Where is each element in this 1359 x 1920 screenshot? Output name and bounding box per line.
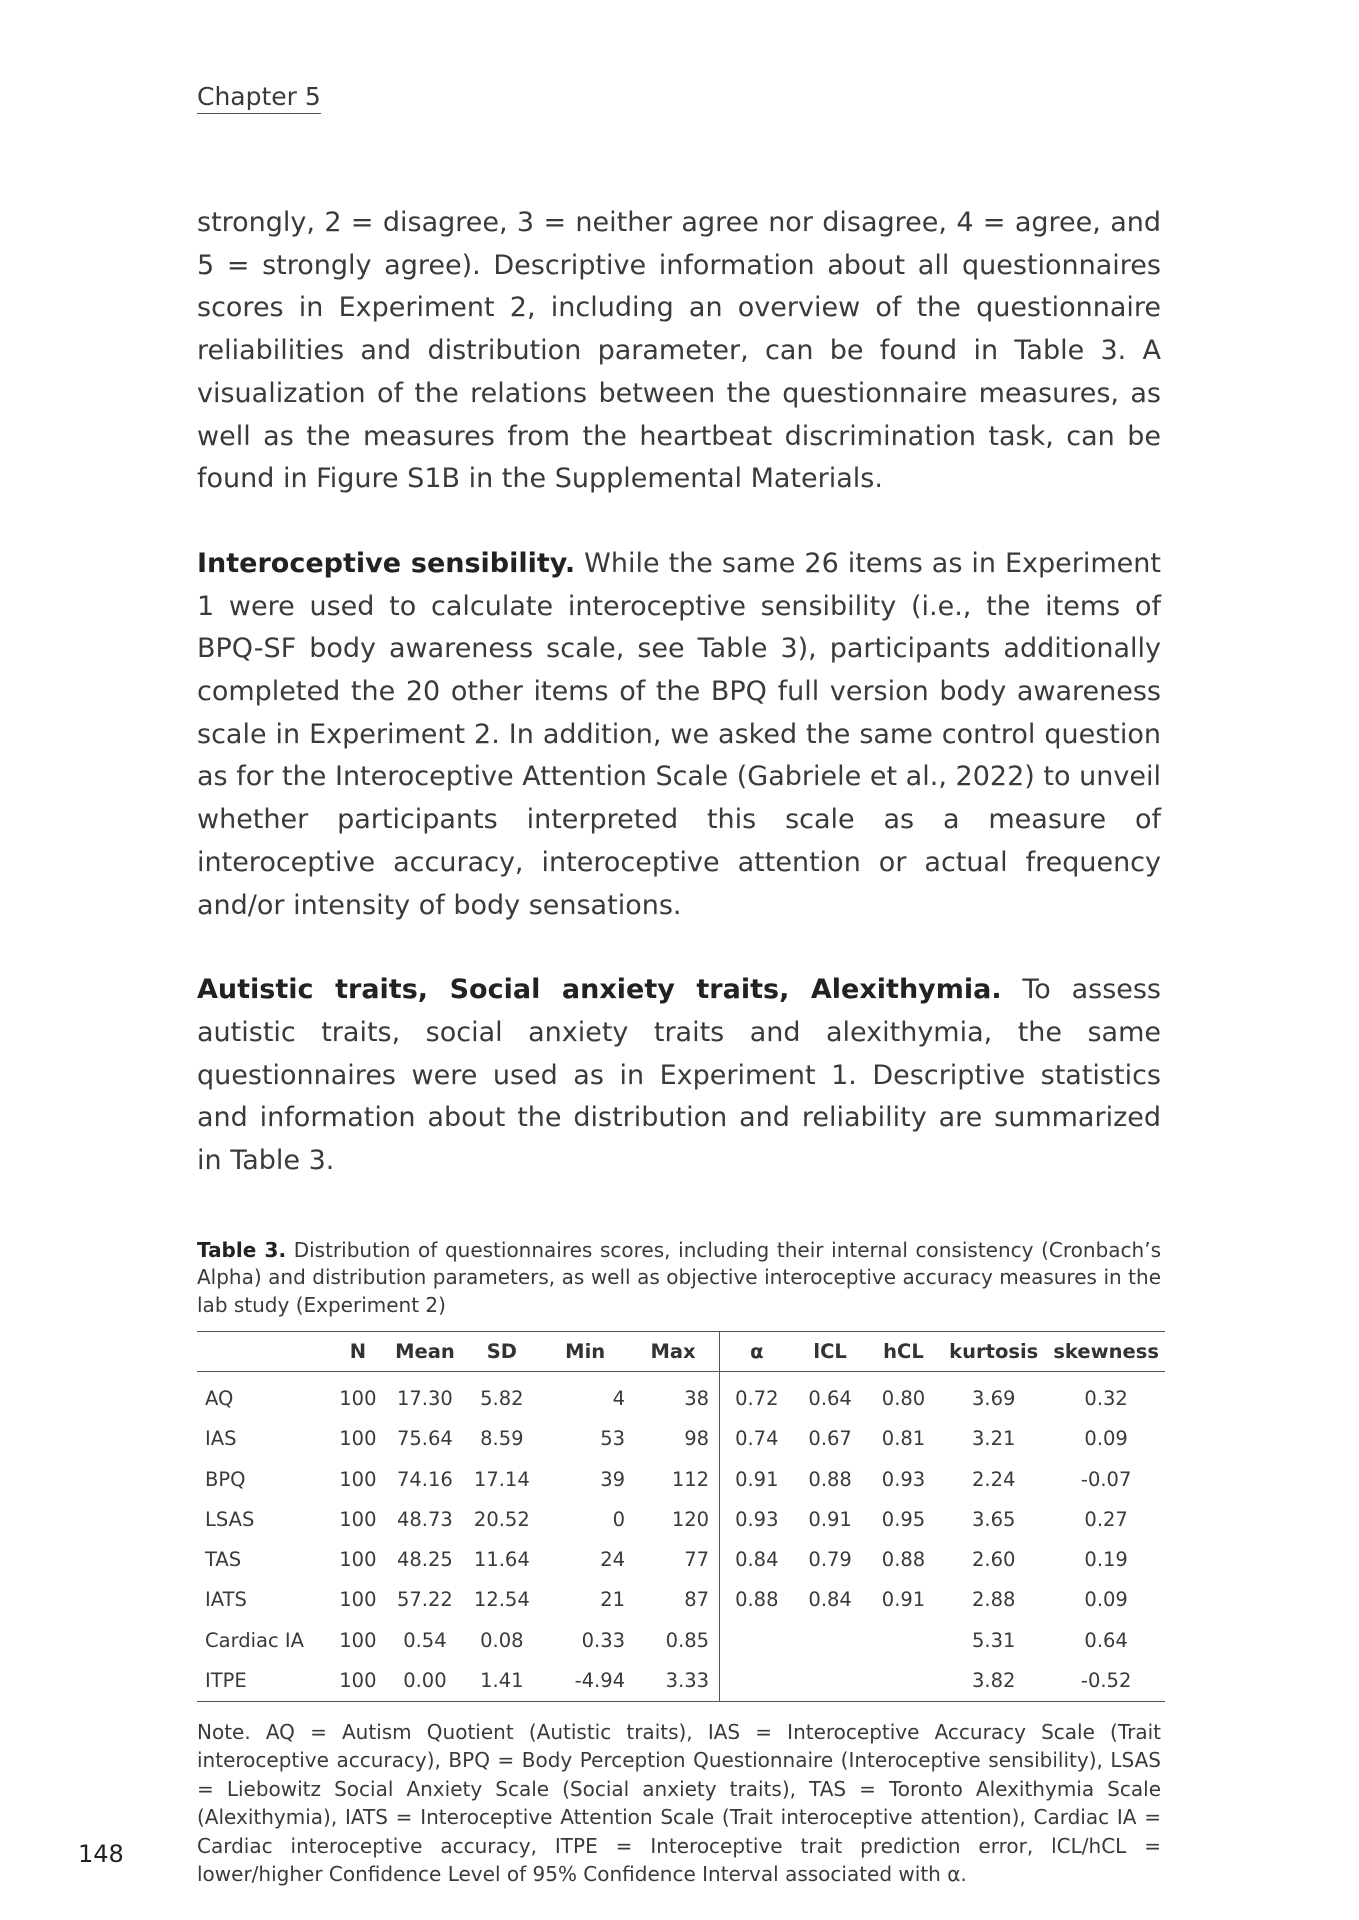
- cell-n: 100: [339, 1427, 377, 1451]
- table-row: [197, 1620, 1165, 1660]
- cell-skewness: 0.64: [1084, 1628, 1128, 1652]
- cell-mean: 57.22: [396, 1588, 453, 1612]
- column-header: skewness: [1047, 1332, 1165, 1372]
- cell-max: 3.33: [631, 1660, 720, 1701]
- table-row: [197, 1660, 1165, 1701]
- cell-alpha: 0.93: [735, 1507, 779, 1531]
- column-header: SD: [464, 1332, 539, 1372]
- cell-skewness: 0.09: [1084, 1427, 1128, 1451]
- paragraph-descriptive-info: [197, 202, 1161, 501]
- cell-hcl: 0.91: [881, 1588, 926, 1612]
- cell-lcl: 0.91: [808, 1507, 852, 1531]
- cell-n: 100: [339, 1467, 377, 1491]
- paragraph-text: strongly, 2 = disagree, 3 = neither agree nor disagree, 4 = agree, and 5 = strongly agree). Descriptive information about all questionnaires scores in Experiment 2, including an overview of the questionnaire reliabilities and distribution parameter, can be found in Table 3. A visualization of the relations between the questionnaire measures, as well as the measures from the heartbeat discrimination task, can be found in Figure S1B in the Supplemental Materials.: [197, 207, 1161, 495]
- cell-min: 39: [600, 1467, 626, 1491]
- cell-max: 38: [631, 1372, 720, 1419]
- column-header: α: [720, 1332, 794, 1372]
- row-label: LSAS: [205, 1507, 255, 1531]
- table-row: [197, 1499, 1165, 1539]
- cell-alpha: 0.72: [735, 1386, 779, 1410]
- cell-mean: 75.64: [396, 1427, 453, 1451]
- cell-alpha: 0.74: [735, 1427, 779, 1451]
- cell-kurtosis: 3.69: [972, 1386, 1016, 1410]
- cell-n: 100: [339, 1507, 377, 1531]
- cell-hcl: 0.95: [881, 1507, 926, 1531]
- cell-hcl: 0.81: [881, 1427, 926, 1451]
- cell-min: 0.33: [581, 1628, 626, 1652]
- cell-hcl: 0.88: [881, 1548, 926, 1572]
- paragraph-interoceptive-sensibility: [197, 543, 1161, 927]
- chapter-header: Chapter 5: [197, 82, 321, 114]
- cell-sd: 5.82: [480, 1386, 524, 1410]
- cell-alpha: [720, 1620, 794, 1660]
- cell-sd: 12.54: [473, 1588, 530, 1612]
- cell-lcl: 0.64: [808, 1386, 852, 1410]
- page-number: 148: [78, 1840, 124, 1868]
- cell-lcl: 0.67: [808, 1427, 852, 1451]
- cell-max: 77: [631, 1539, 720, 1579]
- cell-mean: 0.00: [403, 1668, 447, 1692]
- cell-lcl: 0.79: [808, 1548, 852, 1572]
- cell-min: 21: [600, 1588, 626, 1612]
- cell-min: -4.94: [574, 1668, 626, 1692]
- row-label: TAS: [205, 1548, 242, 1572]
- cell-hcl: 0.93: [881, 1467, 926, 1491]
- cell-skewness: -0.07: [1080, 1467, 1132, 1491]
- paragraph-autistic-traits: [197, 969, 1161, 1183]
- paragraph-lead: Interoceptive sensibility.: [197, 547, 576, 579]
- table-row: [197, 1539, 1165, 1579]
- cell-alpha: 0.84: [735, 1548, 779, 1572]
- paragraph-text: While the same 26 items as in Experiment 1 were used to calculate interoceptive sensibility (i.e., the items of BPQ-SF body awareness scale, see Table 3), participants additionally completed the 20 other items of the BPQ full version body awareness scale in Experiment 2. In addition, we asked the same control question as for the Interoceptive Attention Scale (Gabriele et al., 2022) to unveil whether participants interpreted this scale as a measure of interoceptive accuracy, interoceptive attention or actual frequency and/or intensity of body sensations.: [197, 547, 1161, 921]
- column-header: Mean: [385, 1332, 464, 1372]
- paragraph-text: To assess autistic traits, social anxiety traits and alexithymia, the same questionnaires were used as in Experiment 1. Descriptive statistics and information about the distribution and reliability are summarized in Table 3.: [197, 974, 1162, 1177]
- row-label: IAS: [205, 1427, 237, 1451]
- cell-max: 120: [631, 1499, 720, 1539]
- cell-kurtosis: 2.60: [972, 1548, 1016, 1572]
- column-header: [197, 1332, 330, 1372]
- cell-max: 98: [631, 1419, 720, 1459]
- cell-skewness: 0.19: [1084, 1548, 1128, 1572]
- cell-mean: 74.16: [396, 1467, 453, 1491]
- cell-kurtosis: 5.31: [972, 1628, 1016, 1652]
- cell-kurtosis: 3.65: [972, 1507, 1016, 1531]
- cell-n: 100: [339, 1628, 377, 1652]
- column-header: kurtosis: [940, 1332, 1047, 1372]
- column-header: lCL: [793, 1332, 866, 1372]
- cell-min: 24: [600, 1548, 626, 1572]
- cell-sd: 20.52: [473, 1507, 530, 1531]
- cell-sd: 11.64: [473, 1548, 530, 1572]
- cell-n: 100: [339, 1548, 377, 1572]
- table-caption-label: Table 3.: [197, 1237, 287, 1262]
- cell-alpha: 0.91: [735, 1467, 779, 1491]
- row-label: AQ: [205, 1386, 234, 1410]
- row-label: IATS: [205, 1588, 247, 1612]
- cell-lcl: [793, 1620, 866, 1660]
- cell-max: 112: [631, 1459, 720, 1499]
- cell-max: 0.85: [631, 1620, 720, 1660]
- paragraph-lead: Autistic traits, Social anxiety traits, Alexithymia.: [197, 974, 1002, 1006]
- page-content: [197, 202, 1161, 1889]
- table-header-row: [197, 1332, 1165, 1372]
- column-header: hCL: [867, 1332, 940, 1372]
- table-row: [197, 1459, 1165, 1499]
- cell-skewness: 0.09: [1084, 1588, 1128, 1612]
- cell-mean: 48.73: [396, 1507, 453, 1531]
- cell-hcl: [867, 1660, 940, 1701]
- row-label: BPQ: [205, 1467, 246, 1491]
- cell-mean: 48.25: [396, 1548, 453, 1572]
- column-header: N: [330, 1332, 385, 1372]
- cell-sd: 0.08: [480, 1628, 524, 1652]
- cell-kurtosis: 3.21: [972, 1427, 1016, 1451]
- cell-alpha: [720, 1660, 794, 1701]
- cell-lcl: 0.88: [808, 1467, 852, 1491]
- cell-min: 4: [612, 1386, 626, 1410]
- cell-skewness: 0.27: [1084, 1507, 1128, 1531]
- table-row: [197, 1419, 1165, 1459]
- column-header: Max: [631, 1332, 720, 1372]
- cell-mean: 0.54: [403, 1628, 447, 1652]
- table-caption-text: Distribution of questionnaires scores, including their internal consistency (Cronbach’s Alpha) and distribution parameters, as well as objective interoceptive accuracy measures in the lab study (Experiment 2): [197, 1237, 1161, 1317]
- column-header: Min: [539, 1332, 631, 1372]
- cell-lcl: 0.84: [808, 1588, 852, 1612]
- row-label: Cardiac IA: [205, 1628, 304, 1652]
- cell-sd: 1.41: [480, 1668, 524, 1692]
- table-note: Note. AQ = Autism Quotient (Autistic traits), IAS = Interoceptive Accuracy Scale (Trait interoceptive accuracy), BPQ = Body Perception Questionnaire (Interoceptive sensibility), LSAS = Liebowitz Social Anxiety Scale (Social anxiety traits), TAS = Toronto Alexithymia Scale (Alexithymia), IATS = Interoceptive Attention Scale (Trait interoceptive attention), Cardiac IA = Cardiac interoceptive accuracy, ITPE = Interoceptive trait prediction error, lCL/hCL = lower/higher Confidence Level of 95% Confidence Interval associated with α.: [197, 1719, 1161, 1887]
- table-row: [197, 1372, 1165, 1419]
- cell-hcl: 0.80: [881, 1386, 926, 1410]
- cell-max: 87: [631, 1580, 720, 1620]
- cell-sd: 17.14: [473, 1467, 530, 1491]
- cell-mean: 17.30: [396, 1386, 453, 1410]
- cell-n: 100: [339, 1668, 377, 1692]
- cell-kurtosis: 2.88: [972, 1588, 1016, 1612]
- cell-lcl: [793, 1660, 866, 1701]
- cell-skewness: -0.52: [1080, 1668, 1132, 1692]
- table-row: [197, 1580, 1165, 1620]
- cell-kurtosis: 3.82: [972, 1668, 1016, 1692]
- row-label: ITPE: [205, 1668, 247, 1692]
- table-caption: [197, 1237, 1161, 1320]
- cell-sd: 8.59: [480, 1427, 524, 1451]
- cell-min: 53: [600, 1427, 626, 1451]
- questionnaire-table: [197, 1331, 1165, 1701]
- cell-skewness: 0.32: [1084, 1386, 1128, 1410]
- cell-kurtosis: 2.24: [972, 1467, 1016, 1491]
- cell-hcl: [867, 1620, 940, 1660]
- cell-alpha: 0.88: [735, 1588, 779, 1612]
- cell-n: 100: [339, 1386, 377, 1410]
- cell-n: 100: [339, 1588, 377, 1612]
- cell-min: 0: [612, 1507, 626, 1531]
